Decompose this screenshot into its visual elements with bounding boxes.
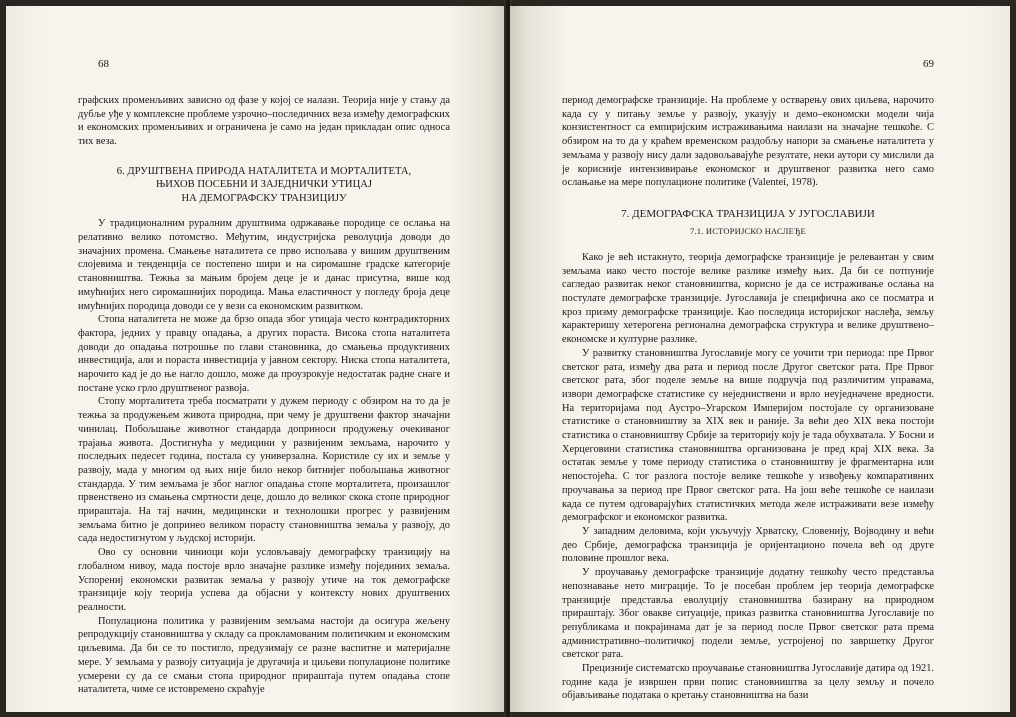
paragraph: Прецизније систематско проучавање становништва Југославије датира од 1921. године када је извршен први попис становништва за целу земљу и почело објављивање података о кретању становништва на бази [562,663,934,702]
page-number: 68 [98,58,109,70]
right-page [510,6,1010,712]
section-heading [78,165,450,206]
paragraph: Популациона политика у развијеним земљама настоји да осигура жељену репродукцију становништва у складу са прокламованим политичким и економским циљевима. Да би се то постигло, предузимају се разне васпитне и материјалне мере. У земљама у развоју ситуација је другачија и циљеви популационе политике усмерени су да се смањи стопа природног прираштаја путем опадања стопе наталитета, чиме се истовремено скраћује [78,615,450,696]
paragraph: Стопа наталитета не може да брзо опада због утицаја често контрадикторних фактора, једних у правцу опадања, а других пораста. Висока стопа наталитета доводи до опадања потрошње по глави становника, до смањења продуктивних инвестиција, али и пораста инвестиција у јавном сектору. Ниска стопа наталитета, нарочито кад је до ње нагло дошло, може да проузрокује недостатак радне снаге и постане уско грло друштвеног развоја. [78,314,450,394]
paragraph: У развитку становништва Југославије могу се уочити три периода: пре Првог светског рата, између два рата и период после Другог светског рата. Пре Првог светског рата, због поделе земље на више подручја под различитим управама, извори демографске статистике су неједниствени и врло неуједначене вредности. На територијама под Аустро–Угарском Империјом постојале су организоване статистике о становништву за XIX век и раније. За већи део XIX века постоји статистика о становништву Србије за територију коју је тада обухватала. У Босни и Херцеговини статистика становништва организована је пред крај XIX века. За остатак земље у томе периоду статистика о становништву је фрагментарна или непостојећа. С тог разлога постоје велике тешкоће у извођењу компаративних проучавања за период пре Првог светског рата. На још веће тешкоће се наилази када се путем одговарајућих статистичких метода желе истраживати везе између демографског и економског развитка. [562,347,934,524]
page-number: 69 [923,58,934,70]
heading-line: ЊИХОВ ПОСЕБНИ И ЗАЈЕДНИЧКИ УТИЦАЈ [155,179,373,191]
page-body [562,94,934,703]
paragraph: У западним деловима, који укључују Хрватску, Словенију, Војводину и већи део Србије, демографска транзиција је оријентационо почела већ од друге половине прошлог века. [562,525,934,565]
paragraph: Стопу морталитета треба посматрати у дужем периоду с обзиром на то да је тежња за продужењем живота природна, при чему је друштвени фактор значајни чинилац. Побољшање животног стандарда доприноси продужењу очекиваног трајања живота. Достигнућа у медицини у развијеним земљама, нарочито у последњих педесет година, постала су универзална. Користиле су их и земље у развоју, мада у многим од њих није било некор битнијег побољшања животног стандарда. У тим земљама је због наглог опадања стопе морталитета, произашлог првенствено из смањења смртности деце, дошло до великог скока стопе природног прираштаја. На тај начин, медицински и технолошки прогрес у развијеним земљама битно је допринео великом порасту становништва земаља у развоју, до сада недостигнутом у људској историји. [78,396,450,545]
heading-line: НА ДЕМОГРАФСКУ ТРАНЗИЦИЈУ [181,192,347,204]
paragraph: Како је већ истакнуто, теорија демографске транзиције је релевантан у свим земљама иако често постоје велике разлике између њих. Да би се потпуније сагледао развитак неког становништва, корисно је да се истраживање ослања на постулате демографске транзиције. Југославија је специфична ако се посматра и кроз призму демографске транзиције. Као последица историјског наслеђа, земљу карактеришу хетерогена регионална демографска структура и велике друштвено–економске и културне разлике. [562,251,934,346]
chapter-heading: 7. ДЕМОГРАФСКА ТРАНЗИЦИЈА У ЈУГОСЛАВИЈИ [621,207,875,220]
paragraph: графских променљивих зависно од фазе у којој се налази. Теорија није у стању да дубље уђе у комплексне проблеме узрочно–последичних веза између демографских и економских променљивих и ограничена је само на један прикладан опис односа тих веза. [78,95,450,148]
paragraph: период демографске транзиције. На проблеме у остварењу ових циљева, нарочито када су у питању земље у развоју, указују и демо–економски модели чија конзистентност са емпиријским истраживањима наилази на значајне тешкоће. С обзиром на то да у краћем временском раздобљу напори за смањење наталитета у земљама у развоју нису дали задовољавајуће резултате, неки аутори су мислили да је корисније интензивирање економског и друштвеног развитка него само ослањање на мере популационе политике (Valentei, 1978). [562,95,934,189]
sub-heading: 7.1. ИСТОРИЈСКО НАСЛЕЂЕ [690,226,806,237]
paragraph: У проучавању демографске транзиције додатну тешкоћу често представља непознавање нето миграције. То је посебан проблем јер теорија демографске транзиције представља еволуцију становништва базирану на природном прираштају. Због овакве ситуације, приказ развитка становништва Југославије по републикама и покрајинама дат је за период после Првог светског рата према административно–политичкој подели земље, устројеној по завршетку Другог светског рата. [562,567,934,661]
paragraph: Ово су основни чиниоци који условљавају демографску транзицију на глобалном нивоу, мада постоје врло значајне разлике између појединих земаља. Успорениј економски развитак земаља у развоју утиче на ток демографске транзиције коју теорија успева да објасни у контексту нових друштвених реалности. [78,547,450,613]
left-page [6,6,506,712]
heading-line: 6. ДРУШТВЕНА ПРИРОДА НАТАЛИТЕТА И МОРТАЛИТЕТА, [116,165,412,177]
page-body [78,94,450,697]
paragraph: У традиционалним руралним друштвима одржавање породице се ослања на релативно велико потомство. Међутим, индустријска револуција доводи до значајних промена. Смањење наталитета се прво испољава у вишим друштвеним слојевима и тенденција се постепено шири и на сиромашне градске категорије становништва. Тежња за мањим бројем деце је и данас присутна, више код имућнијих него сиромашнијих породица. Мања еластичност у погледу броја деце имућнијих породица доводи се у вези са економским развитком. [78,218,450,312]
